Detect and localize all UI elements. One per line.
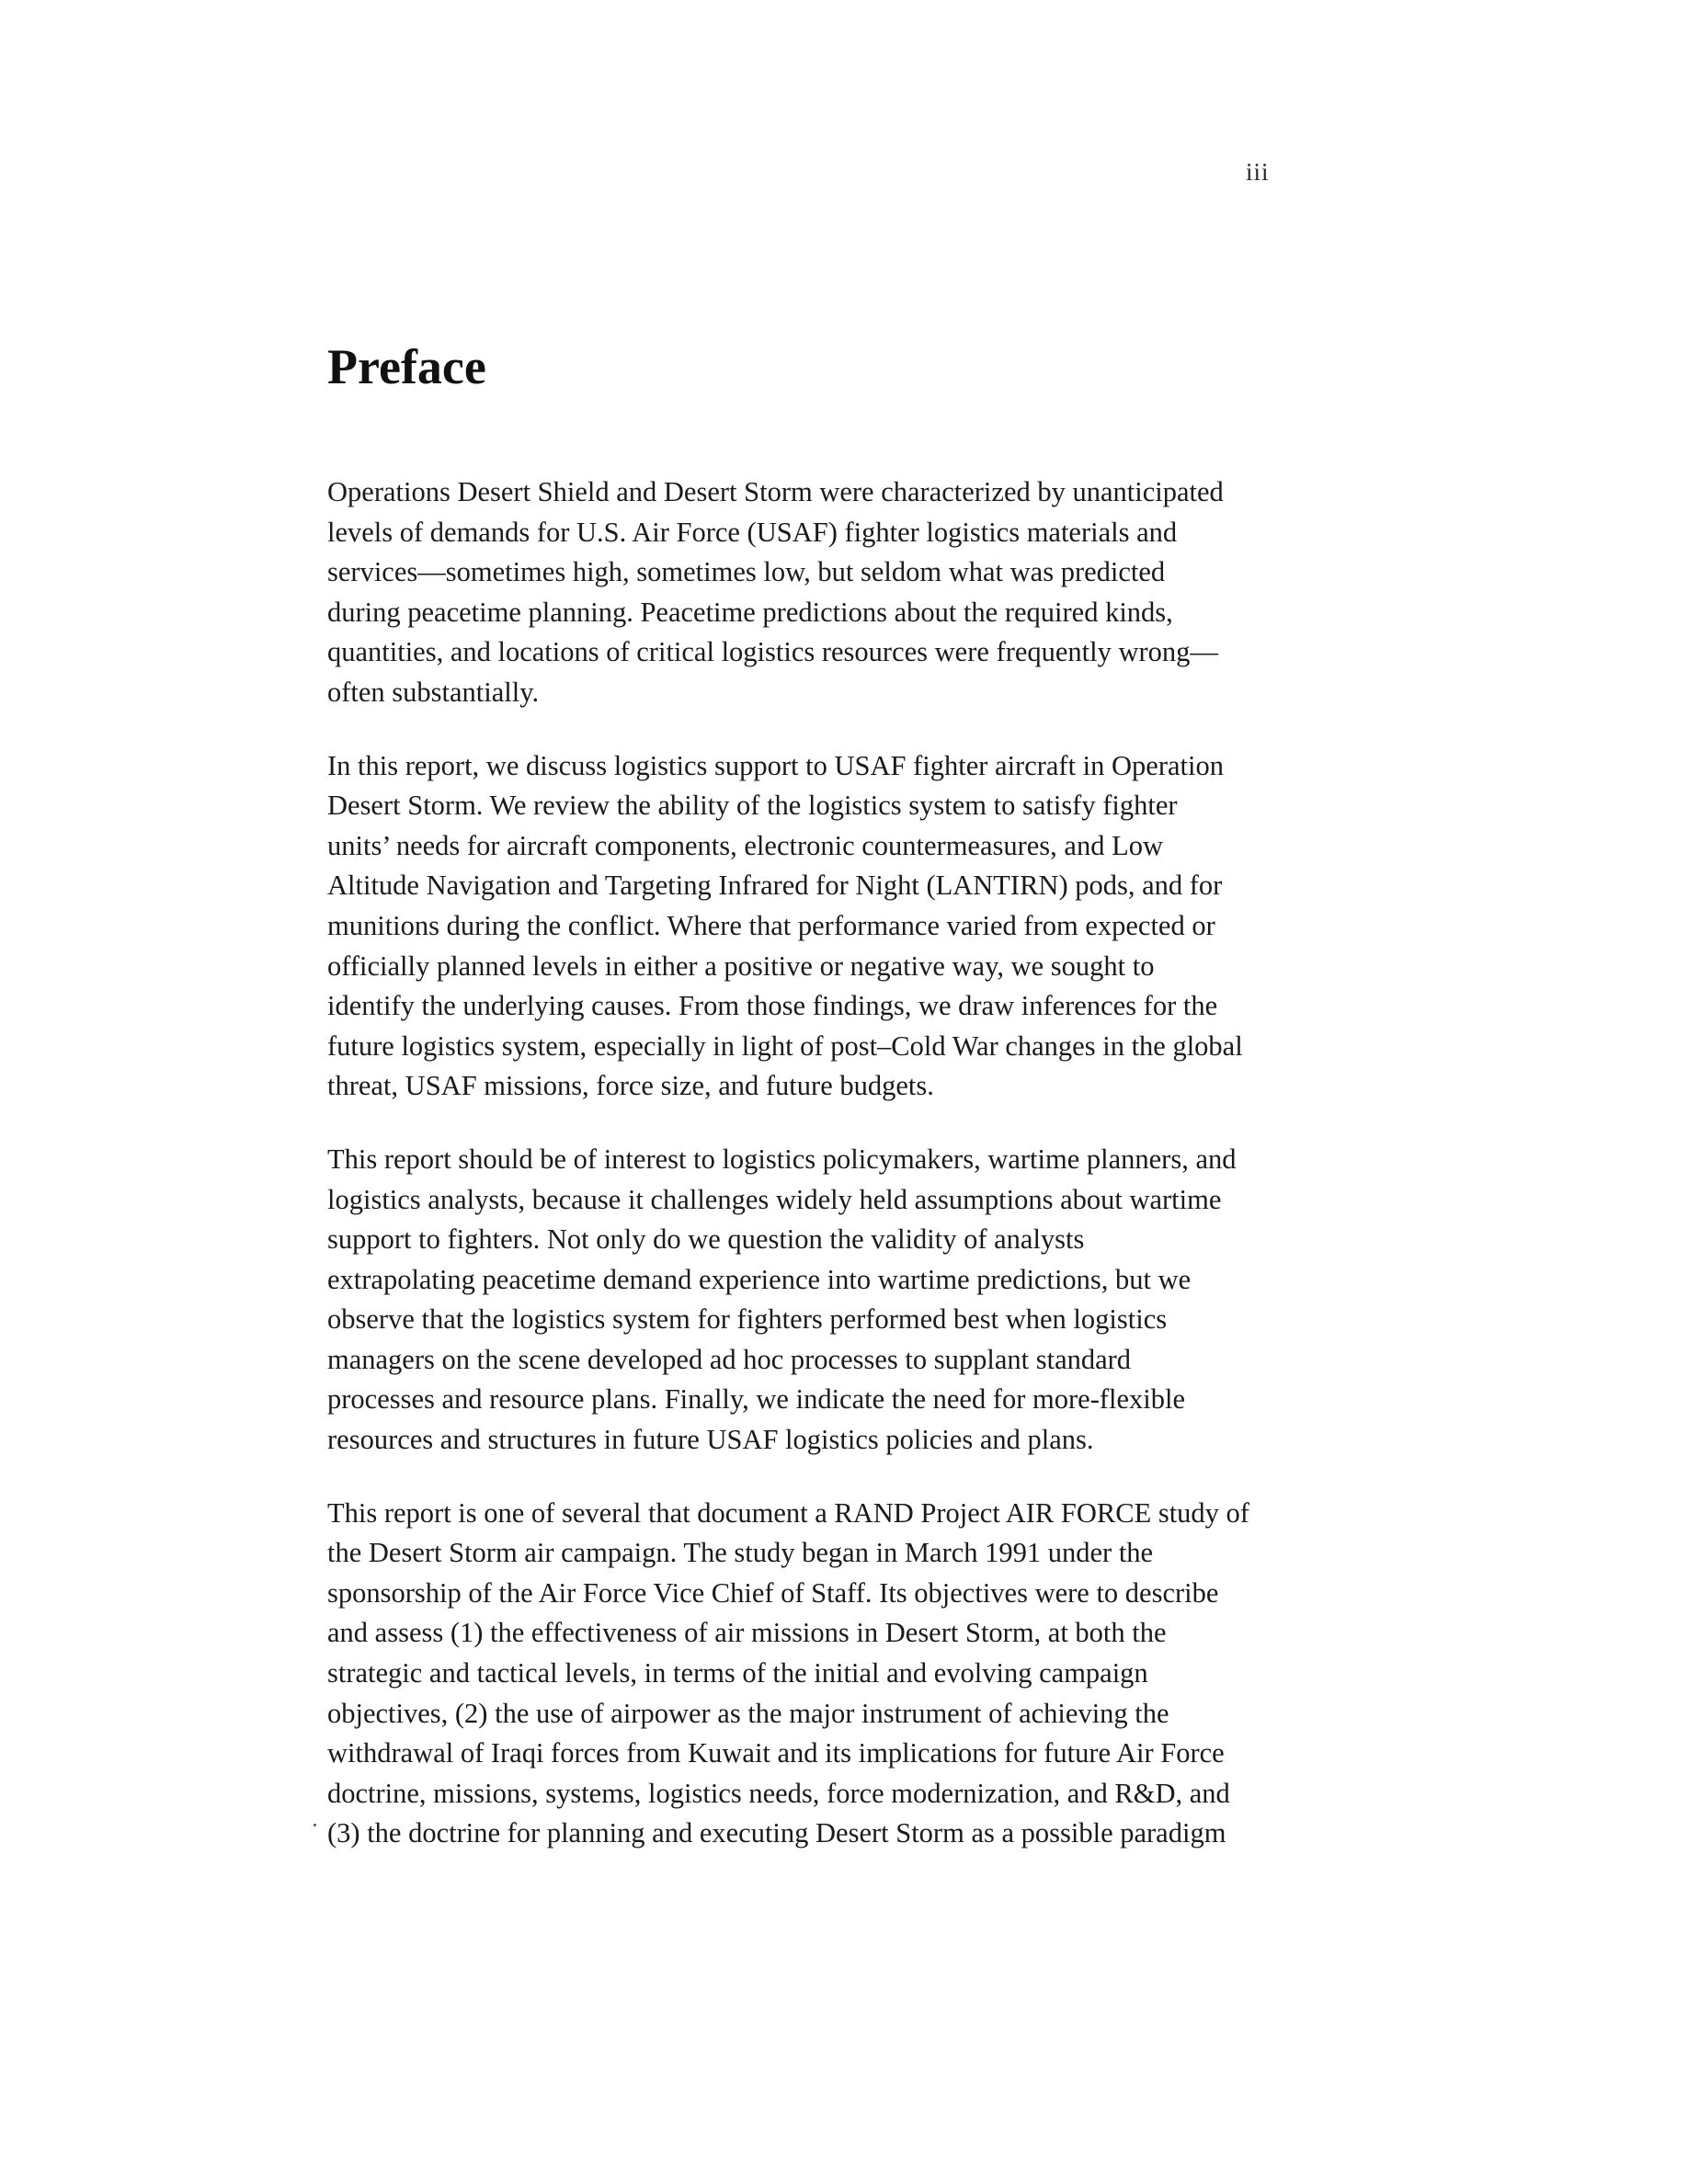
text-line: and assess (1) the effectiveness of air missions in Desert Storm, at both the (327, 1617, 1167, 1649)
page-title: Preface (327, 339, 486, 394)
paragraph-2 (327, 746, 1302, 1107)
text-line: withdrawal of Iraqi forces from Kuwait and its implications for future Air Force (327, 1737, 1225, 1769)
text-line: the Desert Storm air campaign. The study began in March 1991 under the (327, 1537, 1154, 1569)
text-line: sponsorship of the Air Force Vice Chief of Staff. Its objectives were to describe (327, 1576, 1219, 1609)
text-line: future logistics system, especially in light of post–Cold War changes in the global (327, 1029, 1243, 1062)
text-line: Desert Storm. We review the ability of the logistics system to satisfy fighter (327, 790, 1178, 822)
text-line: objectives, (2) the use of airpower as the major instrument of achieving the (327, 1697, 1169, 1729)
text-line: services—sometimes high, sometimes low, but seldom what was predicted (327, 556, 1166, 588)
text-line: managers on the scene developed ad hoc processes to supplant standard (327, 1343, 1132, 1375)
text-line: during peacetime planning. Peacetime predictions about the required kinds, (327, 596, 1173, 628)
text-line: extrapolating peacetime demand experience into wartime predictions, but we (327, 1263, 1192, 1295)
text-line: Operations Desert Shield and Desert Storm were characterized by unanticipated (327, 476, 1224, 507)
margin-dot (314, 1824, 316, 1826)
text-line: munitions during the conflict. Where that performance varied from expected or (327, 909, 1215, 941)
text-line: often substantially. (327, 676, 540, 708)
paragraph-3 (327, 1140, 1302, 1461)
text-line: units’ needs for aircraft components, electronic countermeasures, and Low (327, 829, 1163, 861)
text-line: This report should be of interest to logistics policymakers, wartime planners, and (327, 1143, 1237, 1175)
text-line: (3) the doctrine for planning and executing Desert Storm as a possible paradigm (327, 1817, 1226, 1849)
paragraph-1 (327, 472, 1302, 713)
text-line: processes and resource plans. Finally, we indicate the need for more-flexible (327, 1383, 1186, 1416)
text-line: support to fighters. Not only do we question the validity of analysts (327, 1223, 1085, 1256)
text-line: threat, USAF missions, force size, and future budgets. (327, 1070, 934, 1102)
page-number: iii (1246, 158, 1270, 186)
text-line: officially planned levels in either a positive or negative way, we sought to (327, 950, 1155, 982)
text-line: observe that the logistics system for fighters performed best when logistics (327, 1303, 1168, 1336)
body-text (327, 472, 1302, 1887)
text-line: strategic and tactical levels, in terms of the initial and evolving campaign (327, 1657, 1148, 1689)
text-line: Altitude Navigation and Targeting Infrared for Night (LANTIRN) pods, and for (327, 870, 1223, 902)
text-line: identify the underlying causes. From those findings, we draw inferences for the (327, 990, 1218, 1022)
text-line: quantities, and locations of critical logistics resources were frequently wrong— (327, 636, 1218, 668)
text-line: In this report, we discuss logistics support to USAF fighter aircraft in Operation (327, 749, 1224, 781)
text-line: logistics analysts, because it challenges widely held assumptions about wartime (327, 1183, 1222, 1215)
text-line: doctrine, missions, systems, logistics needs, force modernization, and R&D, and (327, 1777, 1230, 1809)
text-line: levels of demands for U.S. Air Force (USAF) fighter logistics materials and (327, 516, 1178, 548)
text-line: resources and structures in future USAF logistics policies and plans. (327, 1424, 1094, 1456)
text-line: This report is one of several that document a RAND Project AIR FORCE study of (327, 1496, 1249, 1529)
paragraph-4 (327, 1494, 1302, 1854)
